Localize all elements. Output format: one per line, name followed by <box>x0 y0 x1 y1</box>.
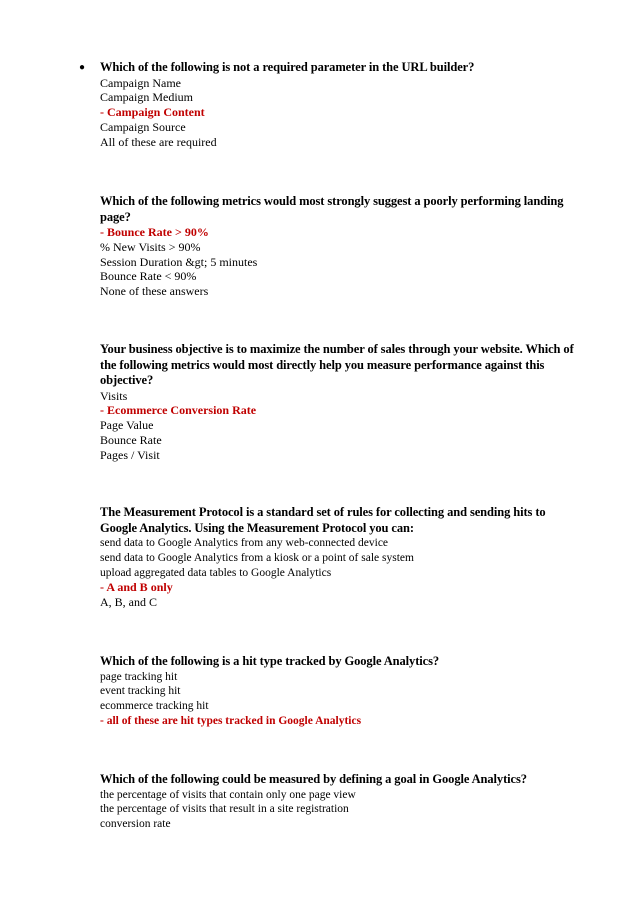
answer-option: None of these answers <box>100 284 209 299</box>
answer-option: Bounce Rate <box>100 432 162 447</box>
answer-option: Pages / Visit <box>100 447 160 462</box>
answer-option: upload aggregated data tables to Google Analytics <box>100 566 332 579</box>
question-block <box>100 654 580 729</box>
answer-option-correct: - Ecommerce Conversion Rate <box>100 403 257 418</box>
answer-option: send data to Google Analytics from any web-connected device <box>100 537 389 549</box>
answer-option: Campaign Name <box>100 75 181 90</box>
answer-option: the percentage of visits that contain only one page view <box>100 788 356 801</box>
answer-option: All of these are required <box>100 134 217 149</box>
answer-option: Bounce Rate < 90% <box>100 269 197 284</box>
answer-option-correct: - all of these are hit types tracked in Google Analytics <box>100 714 362 727</box>
question-block <box>100 60 580 149</box>
answer-option-correct: - Campaign Content <box>100 105 205 120</box>
question-text: Which of the following is not a required parameter in the URL builder? <box>100 60 475 74</box>
question-block <box>100 772 580 832</box>
answer-option: event tracking hit <box>100 685 181 698</box>
question-text: Your business objective is to maximize the number of sales through your website. Which of the following metrics would most directly help you measure performance against this objective? <box>100 342 574 387</box>
question-text: The Measurement Protocol is a standard set of rules for collecting and sending hits to Google Analytics. Using the Measurement Protocol you can: <box>100 505 546 535</box>
answer-option: Page Value <box>100 418 154 433</box>
question-text: Which of the following is a hit type tracked by Google Analytics? <box>100 654 439 668</box>
question-text: Which of the following metrics would most strongly suggest a poorly performing landing page? <box>100 194 564 224</box>
answer-option: % New Visits > 90% <box>100 239 201 254</box>
answer-option: Campaign Source <box>100 119 186 134</box>
question-block <box>100 505 580 610</box>
answer-option: page tracking hit <box>100 670 178 683</box>
answer-option: Campaign Medium <box>100 90 193 105</box>
answer-option: ecommerce tracking hit <box>100 700 209 713</box>
answer-option-correct: - A and B only <box>100 580 173 595</box>
answer-option: Visits <box>100 388 128 403</box>
question-block <box>100 342 580 462</box>
bullet-icon: ● <box>79 62 86 73</box>
answer-option: A, B, and C <box>100 595 157 610</box>
answer-option-correct: - Bounce Rate > 90% <box>100 225 209 239</box>
question-block <box>100 194 580 299</box>
answer-option: the percentage of visits that result in a site registration <box>100 803 349 816</box>
answer-option: conversion rate <box>100 818 171 831</box>
answer-option: send data to Google Analytics from a kiosk or a point of sale system <box>100 551 414 564</box>
question-text: Which of the following could be measured by defining a goal in Google Analytics? <box>100 772 527 786</box>
answer-option: Session Duration &gt; 5 minutes <box>100 254 258 269</box>
